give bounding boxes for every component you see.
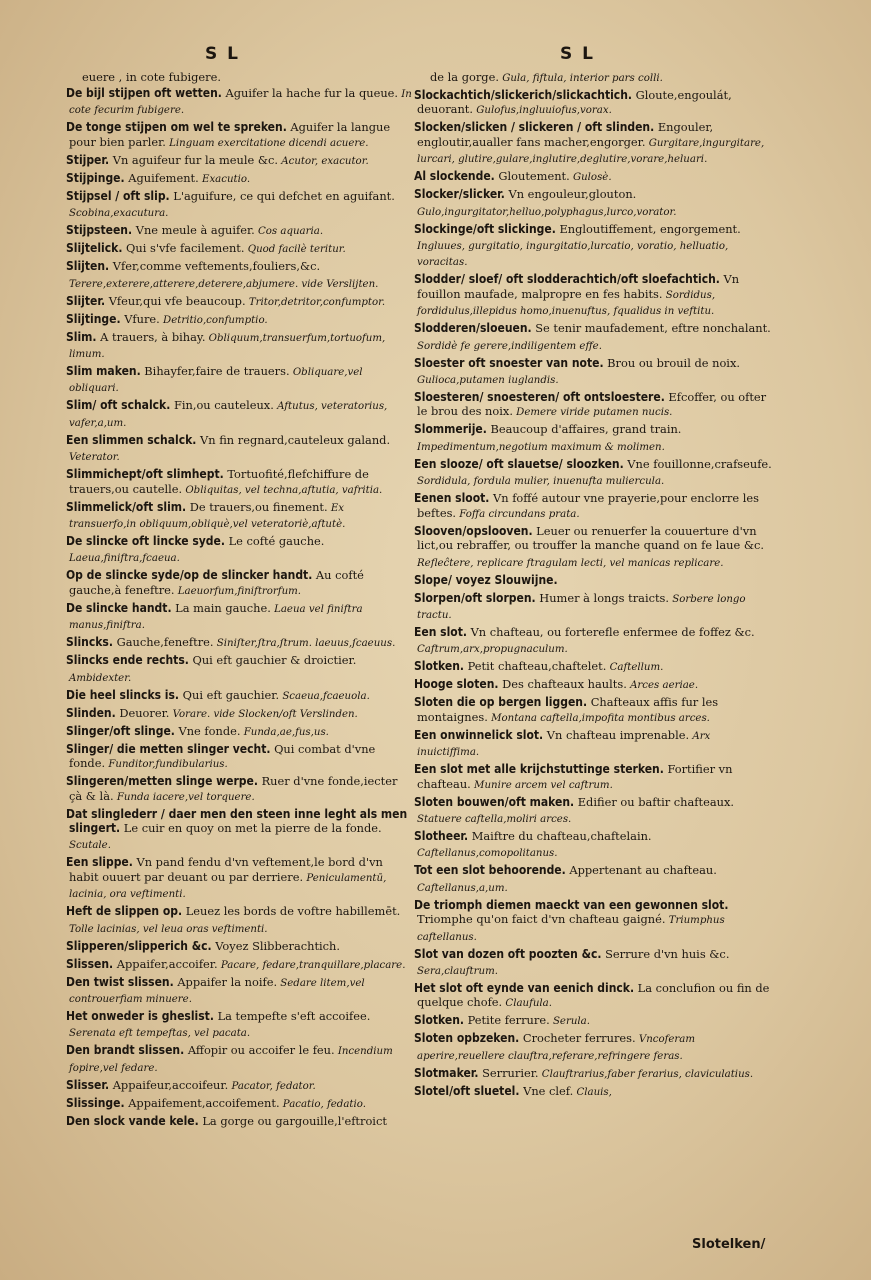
entry-french: Tortuofité,flefchiffure de trauers,ou cautelle. xyxy=(69,467,369,496)
entry-latin: Clauis, xyxy=(573,1086,612,1098)
dictionary-entry xyxy=(414,795,774,828)
dictionary-entry xyxy=(66,1009,412,1042)
entry-french: Beaucoup d'affaires, grand train. xyxy=(486,422,682,437)
dictionary-entry xyxy=(66,807,412,854)
entry-headword: Den brandt slissen. xyxy=(66,1043,185,1058)
entry-headword: Een slippe. xyxy=(66,855,133,870)
dictionary-entry xyxy=(66,688,412,704)
entry-latin: Laeua vel finiftra manus,finiftra. xyxy=(69,603,363,632)
entry-french: Engouler, engloutir,aualler fans macher,engorger. xyxy=(417,120,714,149)
entry-headword: Dat slinglederr / daer men den steen inne leght als men slingert. xyxy=(66,806,408,835)
dictionary-entry xyxy=(66,724,412,740)
entry-headword: Slisser. xyxy=(66,1077,110,1092)
right-column xyxy=(414,70,774,1102)
dictionary-entry xyxy=(414,457,774,490)
dictionary-entry xyxy=(66,259,412,292)
entry-latin: Ingluues, gurgitatio, ingurgitatio,lurcatio, voratio, helluatio, voracitas. xyxy=(417,241,729,269)
entry-french: Le cuir en quoy on met la pierre de la fonde. xyxy=(120,820,382,835)
entry-headword: Slotken. xyxy=(414,659,465,674)
entry-headword: Een slooze/ oft slauetse/ sloozken. xyxy=(414,456,624,471)
entry-latin: Acutor, exacutor. xyxy=(278,155,369,167)
dictionary-entry xyxy=(414,947,774,980)
entry-latin: Sordidus, fordidulus,illepidus homo,inuenuftus, fqualidus in veftitu. xyxy=(417,289,716,318)
entry-french: La tempefte s'eft accoifee. xyxy=(213,1008,371,1023)
entry-french: Vne meule à aguifer. xyxy=(132,223,255,238)
dictionary-entry xyxy=(414,390,774,421)
header-right: S L xyxy=(560,44,595,64)
entry-latin: Tritor,detritor,confumptor. xyxy=(245,296,386,308)
dictionary-entry xyxy=(414,524,774,571)
entry-latin: Gula, fiftula, interior pars colli. xyxy=(498,73,663,84)
entry-latin: Cos aquaria. xyxy=(254,226,324,238)
dictionary-entry xyxy=(66,939,412,955)
entry-headword: Slotel/oft sluetel. xyxy=(414,1083,520,1098)
dictionary-entry xyxy=(414,187,774,220)
entry-latin: Sera,clauftrum. xyxy=(417,965,498,977)
dictionary-entry xyxy=(66,120,412,151)
dictionary-entry xyxy=(414,169,774,185)
dictionary-entry xyxy=(414,356,774,389)
dictionary-entry xyxy=(66,855,412,902)
entry-latin: Gulofus,ingluuiofus,vorax. xyxy=(473,105,612,117)
entry-latin: Arx inuictiffima. xyxy=(417,730,711,759)
entry-french: A trauers, à bihay. xyxy=(96,329,206,344)
entry-headword: Een slot met alle krijchstuttinge sterken. xyxy=(414,762,664,777)
dictionary-entry xyxy=(66,171,412,187)
entry-headword: Sloten opbzeken. xyxy=(414,1031,520,1046)
entry-french: Appaifer,accoifer. xyxy=(113,956,218,971)
entry-latin: Quod facilè teritur. xyxy=(244,244,346,256)
dictionary-entry xyxy=(414,491,774,522)
entry-latin: Funda iacere,vel torquere. xyxy=(113,791,255,803)
entry-headword: Slocken/slicken / slickeren / oft slinden. xyxy=(414,120,655,135)
entry-headword: Slim. xyxy=(66,329,97,344)
dictionary-entry xyxy=(66,742,412,773)
entry-french: Gauche,feneftre. xyxy=(112,635,214,650)
entry-headword: Een onwinnelick slot. xyxy=(414,727,544,742)
entry-headword: Slope/ voyez Slouwijne. xyxy=(414,572,558,587)
entry-headword: Sloten die op bergen liggen. xyxy=(414,695,588,710)
entry-latin: Caftellanus,a,um. xyxy=(417,882,508,894)
entry-headword: Een slimmen schalck. xyxy=(66,432,197,447)
entry-latin: Veterator. xyxy=(69,452,120,464)
entry-french: Qui s'vfe facilement. xyxy=(122,241,245,256)
entry-french: Appaifeur,accoifeur. xyxy=(109,1077,229,1092)
dictionary-entry xyxy=(66,706,412,722)
entry-latin: Laeua,finiftra,fcaeua. xyxy=(69,553,180,565)
dictionary-entry xyxy=(414,1013,774,1029)
entry-latin: Linguam exercitatione dicendi acuere. xyxy=(165,137,369,149)
entry-headword: Slissinge. xyxy=(66,1095,125,1110)
entry-french: Engloutiffement, engorgement. xyxy=(555,221,741,236)
entry-french: Edifier ou baftir chafteaux. xyxy=(574,794,735,809)
dictionary-entry xyxy=(414,88,774,119)
entry-french: Crocheter ferrures. xyxy=(519,1031,636,1046)
entry-latin: Funda,ae,fus,us. xyxy=(240,726,329,738)
dictionary-entry xyxy=(414,120,774,167)
entry-headword: Sloten bouwen/oft maken. xyxy=(414,794,575,809)
entry-headword: Stijper. xyxy=(66,152,110,167)
entry-latin: Arces aeriae. xyxy=(626,680,699,692)
dictionary-entry xyxy=(66,635,412,651)
entry-latin: Gurgitare,ingurgitare, lurcari, glutire,gulare,inglutire,deglutire,vorare,heluari. xyxy=(417,137,765,166)
entry-latin: Vorare. vide Slocken/oft Verslinden. xyxy=(169,708,358,720)
entry-french: Vfeur,qui vfe beaucoup. xyxy=(105,293,246,308)
entry-french: La conclufion ou fin de quelque chofe. xyxy=(417,980,770,1010)
entry-french: Appaifer la noife. xyxy=(173,974,278,989)
entry-french: La main gauche. xyxy=(171,600,271,615)
entry-latin: Gulioca,putamen iuglandis. xyxy=(417,375,559,387)
entry-headword: Slodderen/sloeuen. xyxy=(414,321,532,336)
entry-latin: Caftellum. xyxy=(606,662,664,674)
entry-headword: Al slockende. xyxy=(414,169,495,184)
entry-headword: Sloesteren/ snoesteren/ oft ontsloestere. xyxy=(414,390,665,405)
entry-headword: Slimmichept/oft slimhept. xyxy=(66,467,224,482)
entry-headword: Stijpinge. xyxy=(66,170,125,185)
dictionary-entry xyxy=(414,591,774,624)
entry-headword: Hooge sloten. xyxy=(414,677,499,692)
entry-french: Serrurier. xyxy=(478,1065,539,1080)
entry-headword: Tot een slot behoorende. xyxy=(414,863,566,878)
entry-french: Affopir ou accoifer le feu. xyxy=(184,1043,335,1058)
header-left: S L xyxy=(205,44,240,64)
entry-latin: Caftellanus,comopolitanus. xyxy=(417,848,558,860)
entry-latin: Refleĉtere, replicare ftragulam lecti, vel manicas replicare. xyxy=(417,557,724,569)
dictionary-entry xyxy=(414,898,774,945)
entry-latin: Funditor,fundibularius. xyxy=(105,759,228,771)
entry-latin: Ambidexter. xyxy=(69,672,132,684)
entry-french: Voyez Slibberachtich. xyxy=(211,938,341,953)
entry-french: Serrure d'vn huis &c. xyxy=(601,946,730,961)
entry-headword: Slinger/ die metten slinger vecht. xyxy=(66,741,271,756)
entry-french: Leuez les bords de voftre habillemēt. xyxy=(182,904,401,919)
entry-latin: Sordidula, fordula mulier, inuenufta muliercula. xyxy=(417,476,665,488)
entry-headword: De tonge stijpen om wel te spreken. xyxy=(66,120,287,135)
entry-latin: Munire arcem vel caftrum. xyxy=(470,779,613,791)
dictionary-entry xyxy=(414,422,774,455)
entry-headword: Heft de slippen op. xyxy=(66,904,183,919)
entry-latin: Sordidè fe gerere,indiligentem effe. xyxy=(417,340,602,352)
dictionary-entry xyxy=(66,904,412,937)
entry-headword: De slincke oft lincke syde. xyxy=(66,534,225,549)
entry-latin: Pacator, fedator. xyxy=(228,1080,316,1092)
entry-latin: Obliquum,transuerfum,tortuofum, limum. xyxy=(69,332,386,361)
dictionary-entry xyxy=(66,1043,412,1076)
entry-french: Gloutement. xyxy=(494,169,570,184)
entry-french: Petit chafteau,chaftelet. xyxy=(464,659,607,674)
dictionary-entry xyxy=(414,677,774,693)
entry-french: Vne fouillonne,crafseufe. xyxy=(623,456,772,471)
dictionary-entry xyxy=(66,223,412,239)
dictionary-entry xyxy=(66,364,412,397)
entry-french: Vn aguifeur fur la meule &c. xyxy=(109,152,279,167)
entry-latin: Siniſter,ſtra,ſtrum. laeuus,ſcaeuus. xyxy=(213,638,396,650)
entry-headword: Stijpsteen. xyxy=(66,223,133,238)
entry-french: Triomphe qu'on faict d'vn chafteau gaigné. xyxy=(417,912,666,927)
entry-latin: Claufula. xyxy=(502,998,552,1010)
entry-french: Vn fouillon maufade, malpropre en fes habits. xyxy=(417,272,740,301)
entry-latin: Tolle lacinias, vel leua oras veftimenti. xyxy=(69,923,268,935)
dictionary-entry xyxy=(414,222,774,271)
dictionary-entry xyxy=(414,728,774,761)
entry-headword: De bijl stijpen oft wetten. xyxy=(66,86,222,100)
entry-latin: Gulosè. xyxy=(569,172,612,184)
entry-latin: Pacatio, fedatio. xyxy=(279,1098,366,1110)
dictionary-entry xyxy=(414,863,774,896)
dictionary-entry xyxy=(414,659,774,675)
entry-french: Vn fin regnard,cauteleux galand. xyxy=(196,432,391,447)
entry-headword: De triomph diemen maeckt van een gewonnen slot. xyxy=(414,897,729,912)
dictionary-entry xyxy=(66,534,412,567)
entry-latin: Triumphus caftellanus. xyxy=(417,915,725,943)
dictionary-entry xyxy=(66,1096,412,1112)
entry-french: Deuorer. xyxy=(115,705,170,720)
dictionary-entry xyxy=(414,321,774,354)
dictionary-entry xyxy=(414,625,774,658)
entry-french: Maiftre du chafteau,chaftelain. xyxy=(468,828,652,843)
dictionary-entry xyxy=(414,573,774,589)
entry-french: de la gorge. xyxy=(430,70,499,84)
dictionary-entry xyxy=(66,774,412,805)
dictionary-entry xyxy=(66,398,412,431)
entry-latin: Clauftrarius,faber ferarius, claviculatius. xyxy=(538,1068,754,1080)
entry-latin: Detritio,confumptio. xyxy=(159,314,268,326)
entry-french: Vn engouleur,glouton. xyxy=(504,187,637,202)
entry-latin: Serenata eft tempeftas, vel pacata. xyxy=(69,1028,251,1040)
dictionary-entry xyxy=(414,1084,774,1100)
entry-french: Leuer ou renuerfer la couuerture d'vn lict,ou rebraffer, ou trouffer la manche quand on fe laue &c. xyxy=(417,523,764,553)
dictionary-entry xyxy=(66,330,412,363)
entry-latin: Vncoferam aperire,reuellere clauftra,referare,refringere feras. xyxy=(417,1034,696,1062)
entry-french: Vn pand fendu d'vn veftement,le bord d'vn habit ouuert par deuant ou par derriere. xyxy=(69,855,383,884)
entry-french: Vne clef. xyxy=(519,1083,574,1098)
dictionary-entry xyxy=(414,1031,774,1064)
entry-french: Fortifier vn chafteau. xyxy=(417,762,733,791)
entry-latin: Exacutio. xyxy=(198,173,251,185)
entry-french: Appaifement,accoifement. xyxy=(124,1095,280,1110)
entry-headword: Slim maken. xyxy=(66,364,141,379)
entry-headword: Slocker/slicker. xyxy=(414,187,505,202)
entry-headword: Slot van dozen oft poozten &c. xyxy=(414,946,602,961)
dictionary-entry xyxy=(66,312,412,328)
entry-headword: Stijpsel / oft slip. xyxy=(66,188,170,203)
entry-french: Qui eft gauchier & droictier. xyxy=(188,653,357,668)
running-header xyxy=(0,44,871,70)
dictionary-entry xyxy=(66,433,412,466)
entry-latin: Montana caftella,impofita montibus arces. xyxy=(487,712,710,724)
entry-headword: Slotken. xyxy=(414,1013,465,1028)
dictionary-entry xyxy=(414,1066,774,1082)
entry-latin: Peniculamentū, lacinia, ora veftimenti. xyxy=(69,872,387,901)
dictionary-entry xyxy=(66,241,412,257)
entry-headword: Slommerije. xyxy=(414,422,487,437)
entry-french: Vne fonde. xyxy=(174,723,241,738)
entry-headword: Slockinge/oft slickinge. xyxy=(414,221,556,236)
dictionary-entry xyxy=(66,500,412,533)
left-column xyxy=(66,70,412,1132)
entry-headword: Slipperen/slipperich &c. xyxy=(66,938,212,953)
entry-latin: Aftutus, veteratorius, vafer,a,um. xyxy=(69,401,388,429)
dictionary-entry xyxy=(414,70,774,86)
entry-headword: Den twist slissen. xyxy=(66,974,174,989)
dictionary-entry xyxy=(66,957,412,973)
dictionary-entry xyxy=(66,1078,412,1094)
entry-french: Bihayfer,faire de trauers. xyxy=(140,364,290,379)
entry-latin: Impedimentum,negotium maximum & molimen. xyxy=(417,441,665,453)
entry-french: euere , in cote fubigere. xyxy=(82,70,221,84)
entry-latin: Caftrum,arx,propugnaculum. xyxy=(417,644,568,656)
entry-french: Qui eft gauchier. xyxy=(179,687,280,702)
entry-latin: Statuere caftella,moliri arces. xyxy=(417,813,572,825)
entry-french: Vn chafteau, ou forterefle enfermee de foffez &c. xyxy=(466,624,755,639)
entry-french: Brou ou brouil de noix. xyxy=(603,355,740,370)
entry-french: Fin,ou cauteleux. xyxy=(170,398,274,413)
entry-headword: Slotmaker. xyxy=(414,1065,479,1080)
entry-headword: Een slot. xyxy=(414,624,467,639)
dictionary-entry xyxy=(414,981,774,1012)
entry-french: Vfer,comme veftements,fouliers,&c. xyxy=(109,259,321,274)
entry-headword: Slooven/opslooven. xyxy=(414,523,533,538)
entry-latin: Demere viride putamen nucis. xyxy=(512,407,673,419)
entry-latin: Terere,exterere,atterere,deterere,abjumere. vide Verslijten. xyxy=(69,278,379,290)
entry-french: Ruer d'vne fonde,iecter çà & là. xyxy=(69,774,398,803)
entry-french: Efcoffer, ou ofter le brou des noix. xyxy=(417,390,767,419)
entry-headword: Slijtinge. xyxy=(66,311,121,326)
entry-french: De trauers,ou finement. xyxy=(186,499,328,514)
entry-french: Humer à longs traicts. xyxy=(535,590,670,605)
entry-french: Gloute,engoulát, deuorant. xyxy=(417,88,732,117)
entry-french: Vfure. xyxy=(120,311,160,326)
entry-latin: Scobina,exacutura. xyxy=(69,208,169,220)
entry-french: Vn foffé autour vne prayerie,pour enclorre les beftes. xyxy=(417,491,759,520)
entry-headword: Slingeren/metten slinge werpe. xyxy=(66,774,258,789)
entry-french: Au cofté gauche,à feneftre. xyxy=(69,568,364,597)
dictionary-entry xyxy=(414,829,774,862)
entry-latin: Sedare litem,vel controuerfiam minuere. xyxy=(69,977,365,1005)
entry-french: L'aguifure, ce qui defchet en aguifant. xyxy=(169,188,395,203)
entry-headword: Slijtelick. xyxy=(66,241,123,256)
entry-latin: Serula. xyxy=(549,1016,590,1028)
entry-latin: Obliquare,vel obliquari. xyxy=(69,367,363,395)
entry-latin: Foffa circundans prata. xyxy=(456,508,580,520)
entry-french: Chafteaux affis fur les montaignes. xyxy=(417,695,719,724)
catchword: Slotelken/ xyxy=(692,1237,766,1252)
entry-french: La gorge ou gargouille,l'eftroict xyxy=(198,1113,387,1128)
entry-french: Aguifement. xyxy=(124,170,199,185)
dictionary-entry xyxy=(66,653,412,686)
entry-french: Le cofté gauche. xyxy=(224,534,325,549)
entry-french: Qui combat d'vne fonde. xyxy=(69,741,376,771)
entry-french: Aguifer la langue pour bien parler. xyxy=(69,120,391,149)
entry-headword: Slijter. xyxy=(66,293,106,308)
entry-headword: Slockachtich/slickerich/slickachtich. xyxy=(414,88,632,102)
entry-headword: Slincks ende rechts. xyxy=(66,653,189,668)
entry-latin: Sorbere longo tractu. xyxy=(417,593,746,621)
entry-headword: Slincks. xyxy=(66,635,113,650)
entry-french: Des chafteaux haults. xyxy=(498,677,627,692)
entry-latin: Gulo,ingurgitator,helluo,polyphagus,lurco,vorator. xyxy=(417,206,677,218)
dictionary-entry xyxy=(66,86,412,119)
entry-latin: Laeuorfum,finiftrorfum. xyxy=(174,585,302,597)
entry-headword: Den slock vande kele. xyxy=(66,1113,199,1128)
entry-latin: In cote fecurim fubigere. xyxy=(69,89,412,117)
entry-headword: Slotheer. xyxy=(414,828,469,843)
entry-headword: Sloester oft snoester van note. xyxy=(414,355,604,370)
entry-latin: Scaeua,fcaeuola. xyxy=(279,690,370,702)
dictionary-entry xyxy=(66,189,412,222)
dictionary-entry xyxy=(414,762,774,793)
entry-headword: Slinger/oft slinge. xyxy=(66,723,175,738)
entry-headword: Het slot oft eynde van eenich dinck. xyxy=(414,980,635,995)
entry-latin: Pacare, fedare,tranquillare,placare. xyxy=(217,959,406,971)
dictionary-entry xyxy=(414,272,774,319)
entry-headword: Die heel slincks is. xyxy=(66,687,180,702)
entry-headword: Het onweder is gheslist. xyxy=(66,1008,214,1023)
entry-headword: Slim/ oft schalck. xyxy=(66,398,171,413)
dictionary-entry xyxy=(66,1114,412,1130)
dictionary-entry xyxy=(66,294,412,310)
dictionary-entry xyxy=(66,467,412,498)
dictionary-entry xyxy=(66,975,412,1008)
entry-headword: De slincke handt. xyxy=(66,600,172,615)
dictionary-entry xyxy=(66,153,412,169)
entry-french: Appertenant au chafteau. xyxy=(565,863,717,878)
dictionary-entry xyxy=(66,568,412,599)
entry-french: Vn chafteau imprenable. xyxy=(543,727,690,742)
entry-latin: Scutale. xyxy=(69,840,111,852)
entry-headword: Eenen sloot. xyxy=(414,491,490,506)
entry-headword: Op de slincke syde/op de slincker handt. xyxy=(66,568,313,583)
entry-headword: Slimmelick/oft slim. xyxy=(66,499,187,514)
entry-french: Aguifer la hache fur la queue. xyxy=(221,86,399,100)
entry-french: Se tenir maufadement, eftre nonchalant. xyxy=(531,321,771,336)
entry-latin: Incendium fopire,vel fedare. xyxy=(69,1046,393,1074)
entry-headword: Slorpen/oft slorpen. xyxy=(414,590,536,605)
dictionary-entry xyxy=(66,70,412,84)
entry-headword: Slodder/ sloef/ oft slodderachtich/oft sloefachtich. xyxy=(414,272,720,287)
entry-latin: Ex transuerfo,in obliquum,obliquè,vel veteratoriè,aftutè. xyxy=(69,502,346,531)
entry-french: Petite ferrure. xyxy=(464,1013,550,1028)
entry-headword: Slissen. xyxy=(66,956,114,971)
entry-headword: Slijten. xyxy=(66,259,110,274)
dictionary-entry xyxy=(414,695,774,726)
entry-headword: Slinden. xyxy=(66,705,116,720)
entry-latin: Obliquitas, vel techna,aftutia, vafritia. xyxy=(182,484,383,496)
dictionary-entry xyxy=(66,601,412,634)
